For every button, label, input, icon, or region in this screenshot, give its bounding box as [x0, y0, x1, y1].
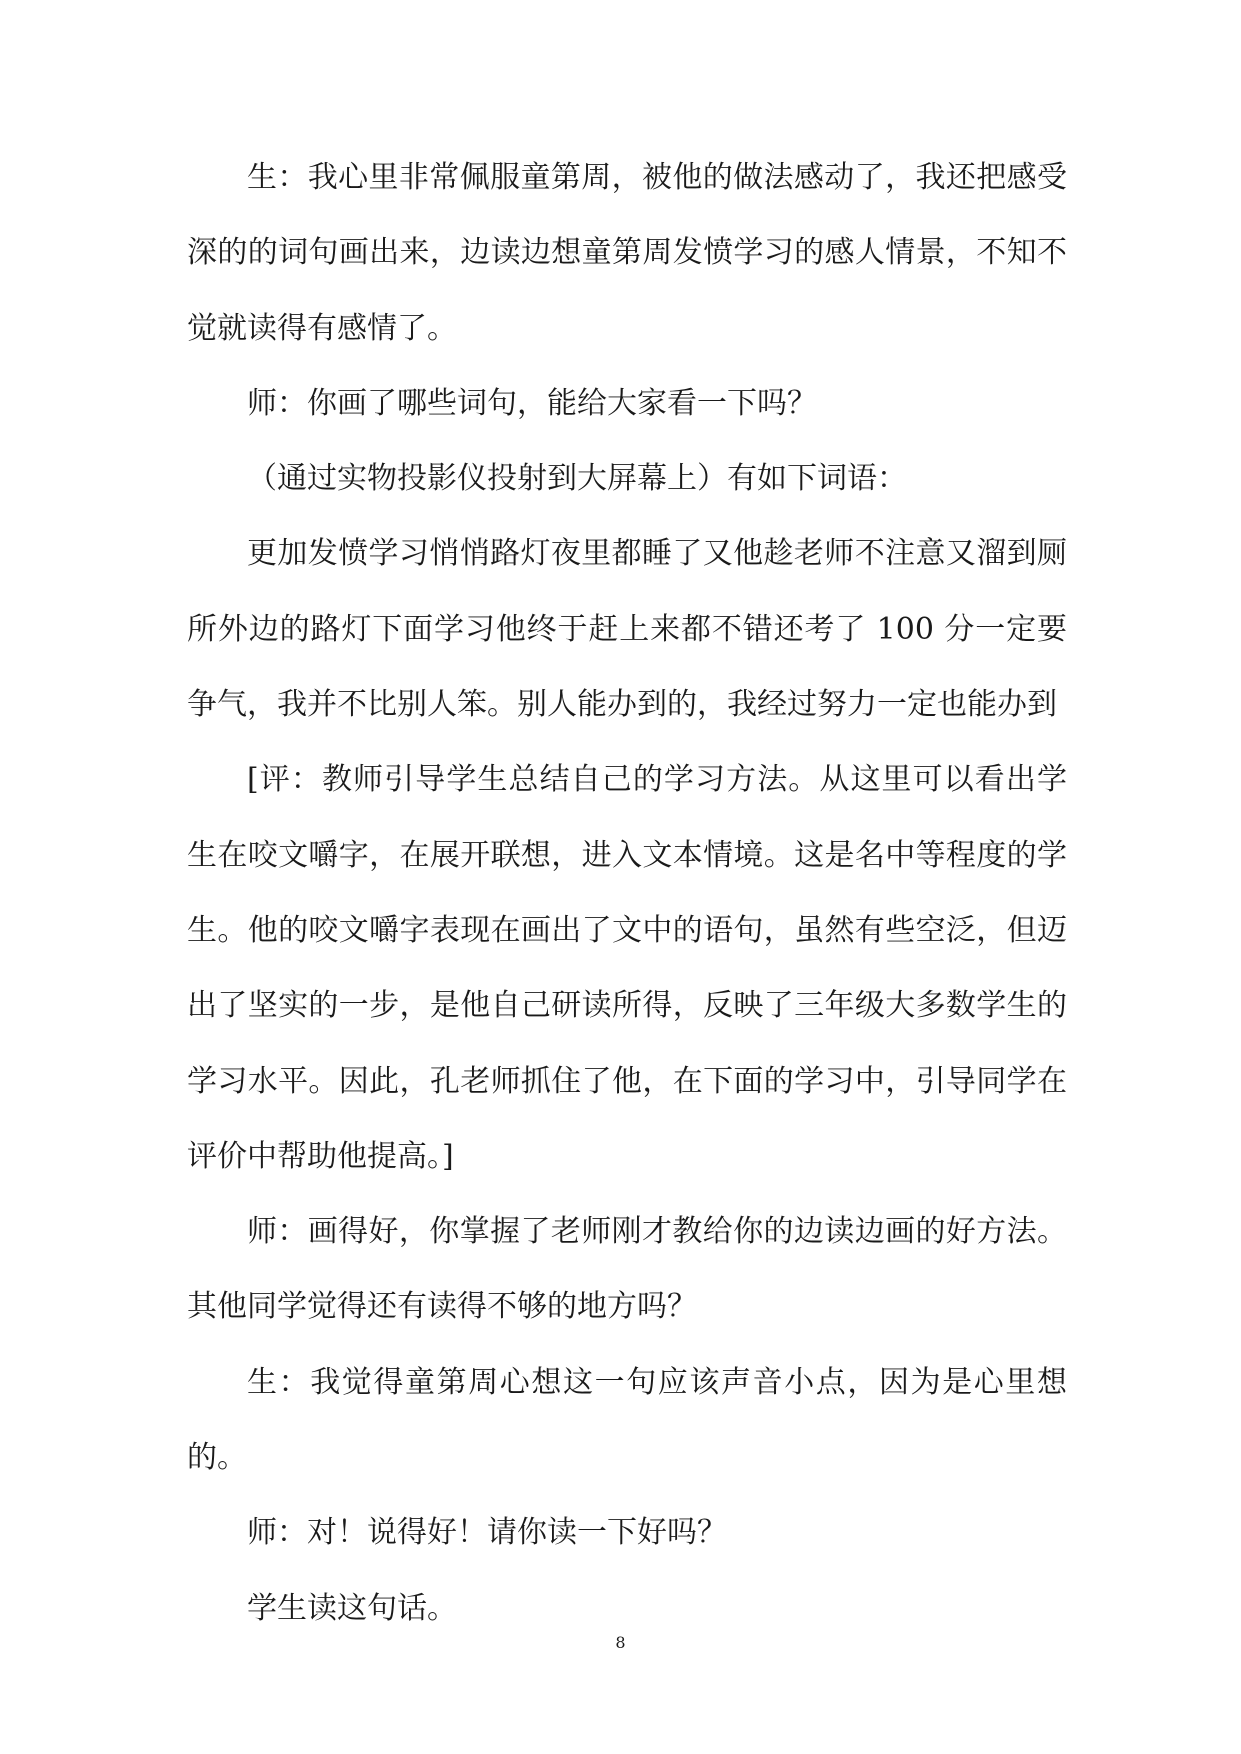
document-body [187, 140, 1067, 1646]
paragraph-teacher-praise: 师：画得好，你掌握了老师刚才教给你的边读边画的好方法。其他同学觉得还有读得不够的地方吗？ [187, 1214, 1067, 1325]
paragraph-student-response-2: 生：我觉得童第周心想这一句应该声音小点，因为是心里想的。 [187, 1364, 1067, 1476]
paragraph-student-response-1: 生：我心里非常佩服童第周，被他的做法感动了，我还把感受深的的词句画出来，边读边想童第周发愤学习的感人情景，不知不觉就读得有感情了。 [187, 160, 1067, 346]
paragraph-commentary: [评：教师引导学生总结自己的学习方法。从这里可以看出学生在咬文嚼字，在展开联想，进入文本情境。这是名中等程度的学生。他的咬文嚼字表现在画出了文中的语句，虽然有些空泛，但迈出了坚实的一步，是他自己研读所得，反映了三年级大多数学生的学习水平。因此，孔老师抓住了他，在下面的学习中，引导同学在评价中帮助他提高。] [187, 762, 1067, 1174]
paragraph-teacher-request: 师：对！说得好！请你读一下好吗？ [247, 1515, 727, 1551]
paragraph-student-reads: 学生读这句话。 [247, 1590, 457, 1626]
page-number: 8 [615, 1633, 626, 1652]
paragraph-projection-note: （通过实物投影仪投射到大屏幕上）有如下词语： [247, 461, 907, 497]
paragraph-word-list: 更加发愤学习悄悄路灯夜里都睡了又他趁老师不注意又溜到厕所外边的路灯下面学习他终于赶上来都不错还考了 100 分一定要争气，我并不比别人笨。别人能办到的，我经过努力一定也能办到 [187, 536, 1067, 723]
paragraph-teacher-question-1: 师：你画了哪些词句，能给大家看一下吗？ [247, 385, 817, 421]
